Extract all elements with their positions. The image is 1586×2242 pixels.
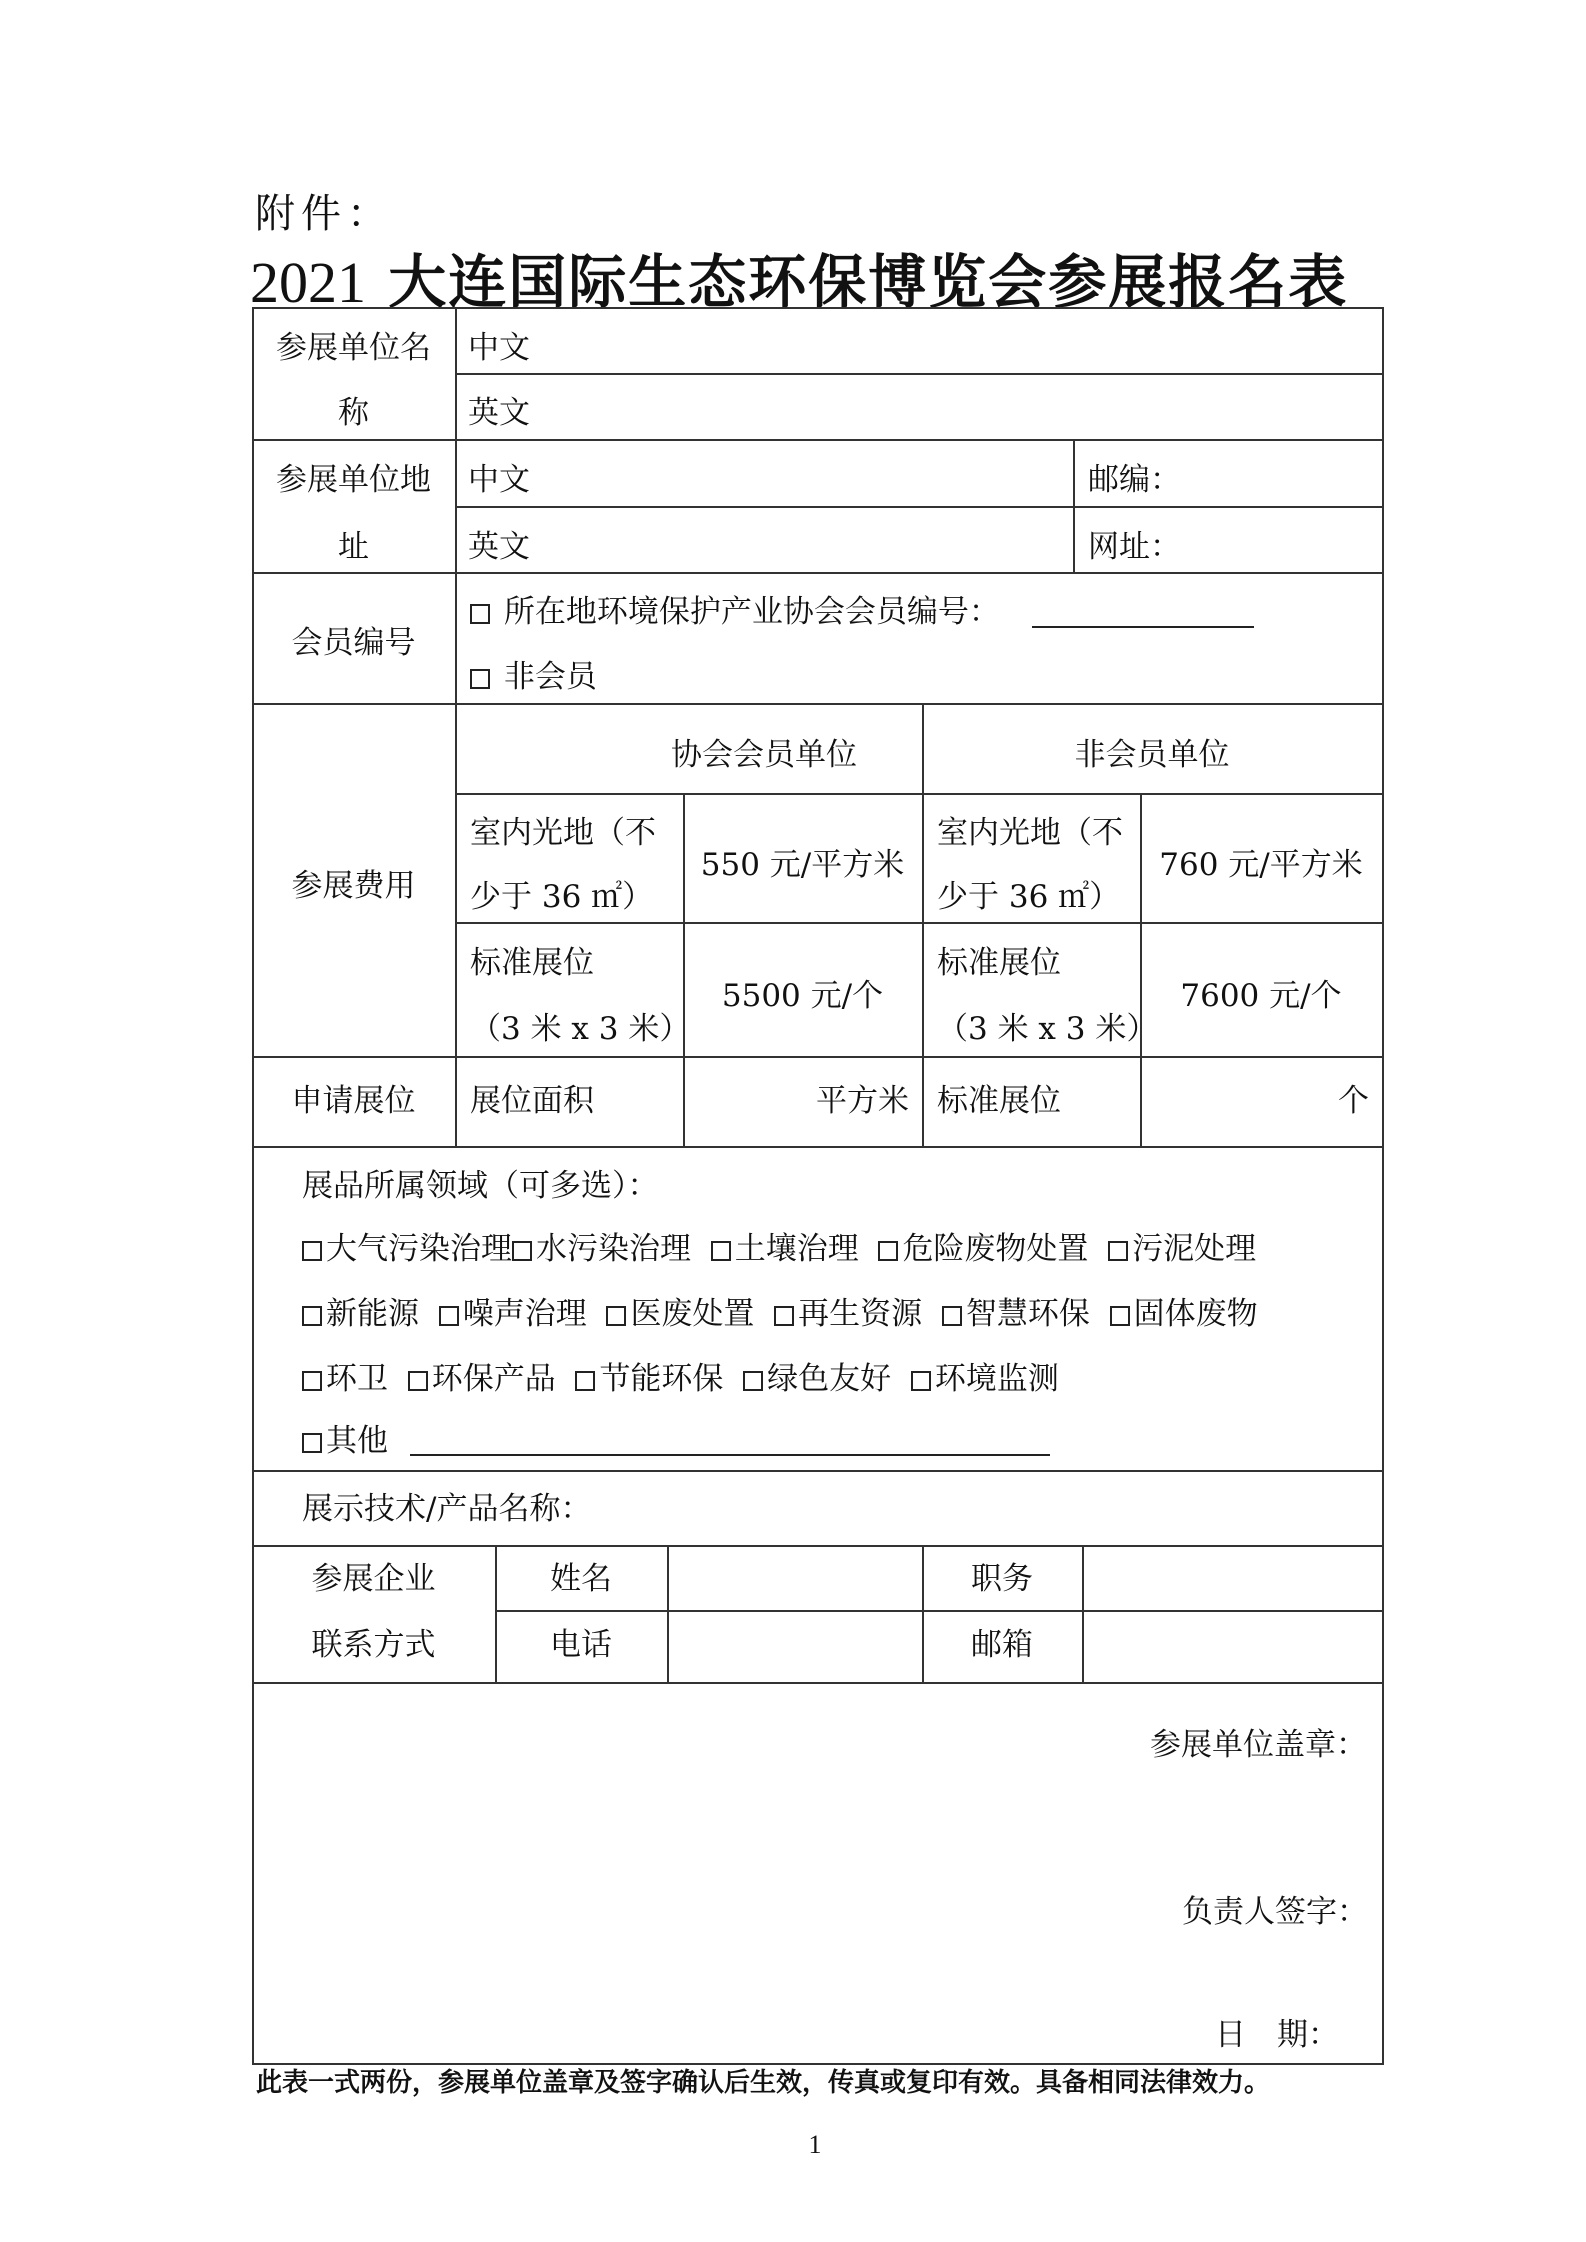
- contact-name-label: 姓名: [550, 1561, 612, 1597]
- field-option[interactable]: [302, 1296, 419, 1332]
- grid-line: [455, 922, 1383, 924]
- field-option[interactable]: [711, 1231, 859, 1267]
- checkbox-icon[interactable]: [1108, 1241, 1128, 1261]
- field-label: 污泥处理: [1132, 1231, 1257, 1267]
- grid-line: [252, 1470, 1384, 1472]
- member-indoor-price: 550 元/平方米: [700, 847, 905, 883]
- contact-label-cont: 联系方式: [311, 1627, 436, 1663]
- field-label: 医废处置: [630, 1296, 755, 1332]
- contact-phone-field[interactable]: [669, 1612, 921, 1681]
- grid-line: [252, 439, 1384, 441]
- grid-line: [455, 506, 1383, 508]
- sign-label: 负责人签字：: [1182, 1894, 1368, 1930]
- table-border-right: [1382, 307, 1384, 2065]
- member-standard-price: 5500 元/个: [721, 978, 884, 1014]
- field-label: 节能环保: [599, 1361, 724, 1397]
- standard-booth-unit: 个: [1338, 1083, 1369, 1119]
- nonmember-standard-price: 7600 元/个: [1180, 978, 1342, 1014]
- checkbox-icon[interactable]: [942, 1306, 962, 1326]
- contact-title-label: 职务: [971, 1561, 1033, 1597]
- address-en-field[interactable]: 英文: [468, 529, 530, 565]
- field-option[interactable]: [911, 1361, 1059, 1397]
- checkbox-icon[interactable]: [911, 1371, 931, 1391]
- contact-email-label: 邮箱: [971, 1627, 1033, 1663]
- grid-line: [683, 793, 685, 1146]
- contact-phone-label: 电话: [550, 1627, 612, 1663]
- field-label: 环境监测: [934, 1361, 1059, 1397]
- checkbox-icon[interactable]: [512, 1241, 532, 1261]
- grid-line: [252, 703, 1384, 705]
- grid-line: [252, 572, 1384, 574]
- checkbox-icon[interactable]: [470, 669, 490, 689]
- field-option[interactable]: [743, 1361, 891, 1397]
- fields-row-1: [302, 1231, 1257, 1267]
- fields-row-3: [302, 1361, 1059, 1397]
- field-label: 环卫: [326, 1361, 388, 1397]
- contact-name-field[interactable]: [669, 1547, 921, 1609]
- nonmember-header: 非会员单位: [1074, 737, 1230, 773]
- field-label: 土壤治理: [734, 1231, 859, 1267]
- booth-area-label: 展位面积: [470, 1083, 594, 1119]
- apply-booth-label: 申请展位: [291, 1083, 416, 1119]
- address-cn-field[interactable]: 中文: [468, 462, 530, 498]
- title-text: 大连国际生态环保博览会参展报名表: [388, 248, 1349, 316]
- member-standard-size: （3 米 x 3 米）: [470, 1011, 691, 1047]
- field-label: 水污染治理: [536, 1231, 691, 1267]
- exhibitor-address-label: 参展单位地: [276, 462, 431, 498]
- field-label: 绿色友好: [767, 1361, 892, 1397]
- seal-label: 参展单位盖章：: [1150, 1727, 1367, 1763]
- checkbox-icon[interactable]: [711, 1241, 731, 1261]
- grid-line: [252, 1146, 1384, 1148]
- page-number: 1: [808, 2130, 822, 2159]
- checkbox-icon[interactable]: [575, 1371, 595, 1391]
- standard-booth-label: 标准展位: [937, 1083, 1061, 1119]
- checkbox-icon[interactable]: [470, 604, 490, 624]
- field-label: 噪声治理: [462, 1296, 587, 1332]
- nonmember-standard-size: （3 米 x 3 米）: [937, 1011, 1158, 1047]
- field-option[interactable]: [1110, 1296, 1258, 1332]
- field-label: 智慧环保: [965, 1296, 1090, 1332]
- grid-line: [1073, 439, 1075, 573]
- field-label: 大气污染治理: [326, 1231, 512, 1267]
- fields-row-2: [302, 1296, 1258, 1332]
- field-option[interactable]: [302, 1361, 388, 1397]
- field-option[interactable]: [302, 1231, 512, 1267]
- footnote: 此表一式两份，参展单位盖章及签字确认后生效，传真或复印有效。具备相同法律效力。: [256, 2068, 1271, 2098]
- checkbox-icon[interactable]: [743, 1371, 763, 1391]
- grid-line: [455, 307, 457, 1147]
- field-option[interactable]: [512, 1231, 691, 1267]
- checkbox-icon[interactable]: [774, 1306, 794, 1326]
- other-field-line[interactable]: [410, 1454, 1050, 1456]
- checkbox-icon[interactable]: [1110, 1306, 1130, 1326]
- date-label: 日 期：: [1215, 2017, 1339, 2053]
- contact-label: 参展企业: [311, 1561, 436, 1597]
- title-year: 2021: [250, 250, 366, 315]
- nonmember-indoor-label-cont: 少于 36 ㎡）: [937, 879, 1121, 915]
- field-label: 固体废物: [1133, 1296, 1258, 1332]
- grid-line: [455, 373, 1383, 375]
- member-option-label: 所在地环境保护产业协会会员编号：: [503, 594, 1000, 630]
- field-option[interactable]: [408, 1361, 556, 1397]
- field-option[interactable]: [439, 1296, 587, 1332]
- member-indoor-label-cont: 少于 36 ㎡）: [470, 879, 654, 915]
- name-cn-field[interactable]: 中文: [468, 330, 530, 366]
- member-header: 协会会员单位: [671, 737, 857, 773]
- checkbox-icon[interactable]: [408, 1371, 428, 1391]
- exhibitor-name-label-cont: 称: [338, 395, 369, 431]
- booth-area-unit: 平方米: [816, 1083, 909, 1119]
- checkbox-icon[interactable]: [302, 1433, 322, 1453]
- grid-line: [252, 1682, 1384, 1684]
- field-label: 其他: [326, 1423, 388, 1459]
- field-option[interactable]: [575, 1361, 723, 1397]
- nonmember-standard-label: 标准展位: [937, 945, 1061, 981]
- member-number-label: 会员编号: [291, 625, 416, 661]
- checkbox-icon[interactable]: [302, 1306, 322, 1326]
- field-option[interactable]: [1108, 1231, 1256, 1267]
- postcode-field[interactable]: 邮编：: [1088, 462, 1181, 498]
- name-en-field[interactable]: 英文: [468, 395, 530, 431]
- field-option[interactable]: [942, 1296, 1090, 1332]
- nonmember-option[interactable]: [470, 659, 597, 695]
- field-option[interactable]: [878, 1231, 1088, 1267]
- field-label: 再生资源: [798, 1296, 923, 1332]
- table-border-left: [252, 307, 254, 2065]
- fee-label: 参展费用: [291, 868, 416, 904]
- field-label: 新能源: [326, 1296, 419, 1332]
- field-option[interactable]: [774, 1296, 922, 1332]
- attachment-label: 附件：: [255, 191, 393, 237]
- grid-line: [252, 1056, 1384, 1058]
- checkbox-icon[interactable]: [302, 1241, 322, 1261]
- grid-line: [1140, 793, 1142, 1146]
- checkbox-icon[interactable]: [439, 1306, 459, 1326]
- checkbox-icon[interactable]: [606, 1306, 626, 1326]
- nonmember-indoor-price: 760 元/平方米: [1159, 847, 1363, 883]
- exhibitor-address-label-cont: 址: [338, 529, 369, 565]
- nonmember-indoor-label: 室内光地（不: [937, 815, 1123, 851]
- contact-title-field[interactable]: [1084, 1547, 1381, 1609]
- contact-email-field[interactable]: [1084, 1612, 1381, 1681]
- field-label: 危险废物处置: [902, 1231, 1089, 1267]
- table-border-top: [252, 307, 1384, 309]
- field-label: 环保产品: [431, 1361, 556, 1397]
- field-option[interactable]: [606, 1296, 754, 1332]
- product-name-label: 展示技术/产品名称：: [302, 1491, 592, 1527]
- member-indoor-label: 室内光地（不: [470, 815, 656, 851]
- website-field[interactable]: 网址：: [1088, 529, 1181, 565]
- checkbox-icon[interactable]: [302, 1371, 322, 1391]
- nonmember-option-label: 非会员: [503, 659, 597, 695]
- checkbox-icon[interactable]: [878, 1241, 898, 1261]
- member-standard-label: 标准展位: [470, 945, 594, 981]
- grid-line: [455, 793, 1383, 795]
- fields-label: 展品所属领域（可多选）：: [302, 1168, 659, 1204]
- member-number-line[interactable]: [1032, 626, 1254, 628]
- exhibitor-name-label: 参展单位名: [276, 330, 431, 366]
- field-option-other[interactable]: [302, 1423, 388, 1459]
- member-option[interactable]: [470, 594, 1000, 630]
